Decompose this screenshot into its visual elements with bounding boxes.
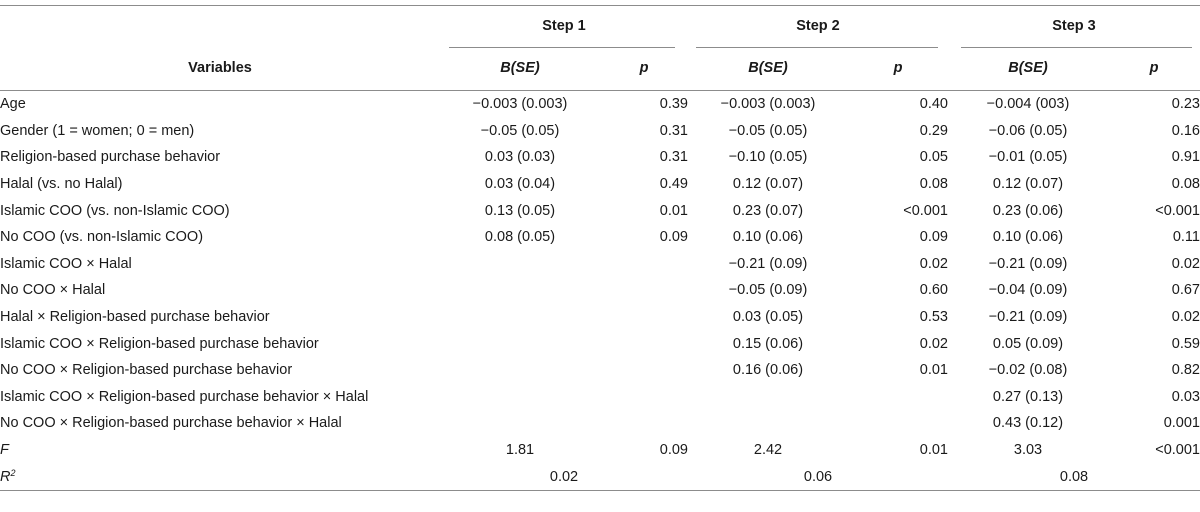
step3-b-cell: 0.43 (0.12)	[992, 415, 1064, 432]
step1-p-cell: 0.09	[659, 229, 688, 246]
step2-p-cell	[848, 384, 948, 411]
table-row	[0, 277, 1200, 304]
table-row	[0, 118, 1200, 145]
r2-row	[0, 463, 1200, 490]
table-row	[0, 251, 1200, 278]
table-row	[0, 304, 1200, 331]
table-row	[0, 144, 1200, 171]
table-row	[0, 171, 1200, 198]
step2-p-cell: 0.08	[919, 176, 948, 193]
step2-b-cell: 0.10 (0.06)	[732, 229, 804, 246]
row-variable: Halal × Religion-based purchase behavior	[0, 309, 270, 326]
step3-p-cell: 0.08	[1171, 176, 1200, 193]
step1-b-header: B(SE)	[500, 60, 540, 76]
step2-p-cell: 0.01	[919, 362, 948, 379]
step1-p-cell: 0.01	[659, 202, 688, 219]
row-variable: Gender (1 = women; 0 = men)	[0, 122, 195, 139]
table-row	[0, 384, 1200, 411]
f-step2-p: 0.01	[919, 442, 948, 459]
step3-b-cell: −0.21 (0.09)	[988, 255, 1068, 272]
step1-p-cell	[600, 357, 688, 384]
step1-b-cell: 0.03 (0.04)	[484, 176, 556, 193]
step2-b-cell: 0.15 (0.06)	[732, 335, 804, 352]
step1-p-cell: 0.31	[659, 122, 688, 139]
step1-b-cell: 0.03 (0.03)	[484, 149, 556, 166]
table-row	[0, 357, 1200, 384]
step1-p-cell	[600, 251, 688, 278]
table-row	[0, 330, 1200, 357]
step3-b-cell: −0.02 (0.08)	[988, 362, 1068, 379]
f-step2-value: 2.42	[753, 442, 783, 459]
step3-p-cell: 0.82	[1171, 362, 1200, 379]
step1-b-cell	[440, 357, 600, 384]
step3-p-cell: 0.91	[1171, 149, 1200, 166]
step2-b-cell: −0.003 (0.003)	[720, 96, 816, 113]
step2-p-cell: <0.001	[903, 202, 948, 219]
step3-p-cell: 0.16	[1171, 122, 1200, 139]
regression-table	[0, 5, 1200, 491]
row-variable: Islamic COO × Religion-based purchase behavior	[0, 335, 319, 352]
step3-p-cell: 0.11	[1172, 229, 1200, 246]
step1-p-cell	[600, 304, 688, 331]
step2-p-cell: 0.29	[919, 122, 948, 139]
step2-p-cell: 0.40	[919, 96, 948, 113]
r2-label: R	[0, 469, 11, 486]
step3-b-cell: 0.12 (0.07)	[992, 176, 1064, 193]
step3-p-cell: 0.23	[1171, 96, 1200, 113]
step2-b-cell: −0.10 (0.05)	[728, 149, 808, 166]
step2-p-cell: 0.02	[919, 335, 948, 352]
r2-step3-value: 0.08	[948, 463, 1200, 490]
step3-p-cell: 0.02	[1171, 255, 1200, 272]
step2-b-cell: 0.12 (0.07)	[732, 176, 804, 193]
step3-p-cell: 0.03	[1171, 388, 1200, 405]
step1-p-cell: 0.31	[659, 149, 688, 166]
step3-p-cell: 0.59	[1171, 335, 1200, 352]
step2-p-cell: 0.02	[919, 255, 948, 272]
step1-b-cell: −0.05 (0.05)	[480, 122, 560, 139]
step1-b-cell: 0.08 (0.05)	[484, 229, 556, 246]
step2-p-header: p	[893, 60, 903, 76]
step2-p-cell: 0.05	[919, 149, 948, 166]
step3-b-cell: −0.01 (0.05)	[988, 149, 1068, 166]
step2-p-cell	[848, 410, 948, 437]
step2-header: Step 2	[796, 18, 840, 34]
row-variable: Age	[0, 96, 26, 113]
row-variable: Islamic COO × Religion-based purchase behavior × Halal	[0, 388, 369, 405]
step3-b-cell: −0.04 (0.09)	[988, 282, 1068, 299]
step1-p-cell	[600, 330, 688, 357]
step3-p-cell: 0.67	[1171, 282, 1200, 299]
r2-step2-value: 0.06	[688, 463, 948, 490]
step1-p-cell	[600, 384, 688, 411]
row-variable: No COO × Halal	[0, 282, 106, 299]
r2-superscript: 2	[10, 468, 16, 479]
step2-b-cell: 0.16 (0.06)	[732, 362, 804, 379]
table-row	[0, 91, 1200, 118]
step1-p-cell	[600, 410, 688, 437]
row-variable: Islamic COO × Halal	[0, 255, 132, 272]
step2-b-cell	[688, 384, 848, 411]
row-variable: Islamic COO (vs. non-Islamic COO)	[0, 202, 230, 219]
f-step1-p: 0.09	[659, 442, 688, 459]
table-row	[0, 224, 1200, 251]
row-variable: No COO (vs. non-Islamic COO)	[0, 229, 204, 246]
f-step3-value: 3.03	[1013, 442, 1043, 459]
step1-b-cell	[440, 410, 600, 437]
step2-b-cell: −0.21 (0.09)	[728, 255, 808, 272]
variables-header: Variables	[188, 60, 252, 76]
step3-b-cell: −0.004 (003)	[986, 96, 1070, 113]
step3-b-cell: −0.06 (0.05)	[988, 122, 1068, 139]
row-variable: Halal (vs. no Halal)	[0, 176, 123, 193]
step1-header: Step 1	[542, 18, 586, 34]
f-row	[0, 437, 1200, 464]
step1-b-cell	[440, 251, 600, 278]
step3-b-cell: 0.05 (0.09)	[992, 335, 1064, 352]
row-variable: No COO × Religion-based purchase behavior	[0, 362, 293, 379]
step1-b-cell: −0.003 (0.003)	[472, 96, 568, 113]
step1-p-cell	[600, 277, 688, 304]
step2-p-cell: 0.53	[919, 309, 948, 326]
step2-b-cell: 0.03 (0.05)	[732, 309, 804, 326]
f-label: F	[0, 442, 9, 459]
f-step3-p: <0.001	[1155, 442, 1200, 459]
step3-b-cell: 0.23 (0.06)	[992, 202, 1064, 219]
step2-b-cell	[688, 410, 848, 437]
f-step1-value: 1.81	[505, 442, 535, 459]
step1-b-cell	[440, 384, 600, 411]
step1-p-header: p	[639, 60, 649, 76]
step3-header: Step 3	[1052, 18, 1096, 34]
row-variable: Religion-based purchase behavior	[0, 149, 221, 166]
r2-step1-value: 0.02	[440, 463, 688, 490]
step3-p-cell: 0.02	[1171, 309, 1200, 326]
step2-p-cell: 0.09	[919, 229, 948, 246]
step2-p-cell: 0.60	[919, 282, 948, 299]
table-row	[0, 410, 1200, 437]
step2-b-cell: −0.05 (0.09)	[728, 282, 808, 299]
table-row	[0, 197, 1200, 224]
step3-b-header: B(SE)	[1008, 60, 1048, 76]
step3-b-cell: −0.21 (0.09)	[988, 309, 1068, 326]
step1-p-cell: 0.49	[659, 176, 688, 193]
step1-p-cell: 0.39	[659, 96, 688, 113]
step3-p-header: p	[1149, 60, 1159, 76]
step1-b-cell: 0.13 (0.05)	[484, 202, 556, 219]
step3-b-cell: 0.10 (0.06)	[992, 229, 1064, 246]
step3-b-cell: 0.27 (0.13)	[992, 388, 1064, 405]
row-variable: No COO × Religion-based purchase behavior × Halal	[0, 415, 342, 432]
step1-b-cell	[440, 330, 600, 357]
step3-p-cell: 0.001	[1163, 415, 1200, 432]
step2-b-cell: 0.23 (0.07)	[732, 202, 804, 219]
step1-b-cell	[440, 277, 600, 304]
step2-b-header: B(SE)	[748, 60, 788, 76]
step2-b-cell: −0.05 (0.05)	[728, 122, 808, 139]
step3-p-cell: <0.001	[1155, 202, 1200, 219]
r2-label-cell	[0, 463, 440, 490]
step1-b-cell	[440, 304, 600, 331]
